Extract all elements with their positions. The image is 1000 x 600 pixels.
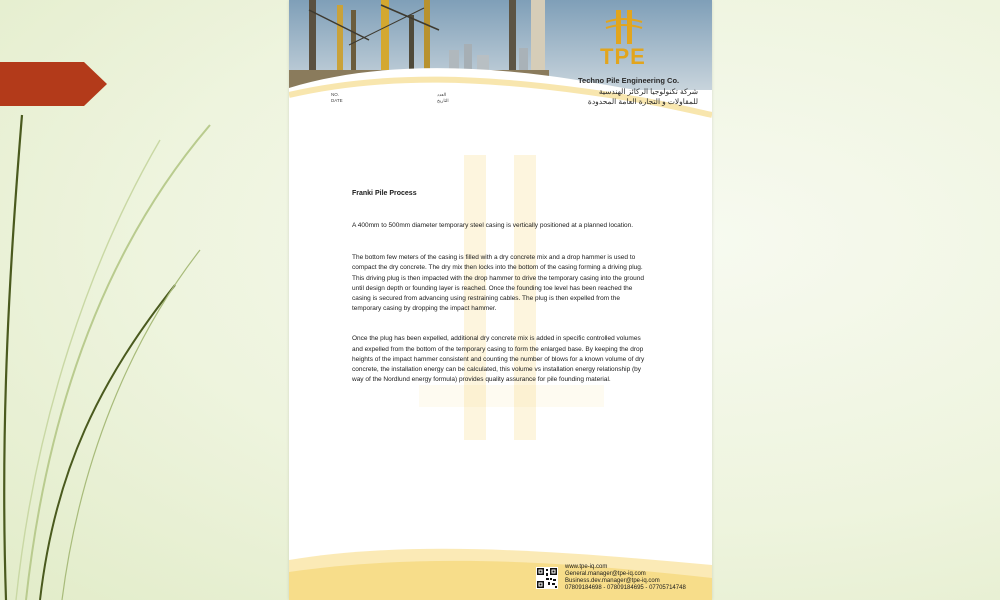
ref-date-label-arabic: التاريخ xyxy=(437,98,449,103)
footer-phones: 07809184698 - 07809184695 - 07705714748 xyxy=(565,585,686,591)
company-logo xyxy=(574,8,709,108)
letterhead-page xyxy=(289,0,712,600)
footer-website: www.tpe-iq.com xyxy=(565,564,608,570)
footer-email-general: General.manager@tpe-iq.com xyxy=(565,571,646,577)
footer-email-business: Business.dev.manager@tpe-iq.com xyxy=(565,578,660,584)
qr-code-icon xyxy=(536,567,558,589)
ref-date-label: DATE xyxy=(331,98,343,103)
company-name-english: Techno Pile Engineering Co. xyxy=(578,76,680,85)
company-name-arabic-line1: شركة تكنولوجيا الركائز الهندسية xyxy=(598,87,698,96)
decorative-curves xyxy=(0,0,260,600)
footer-contact-info xyxy=(565,564,686,592)
document-body xyxy=(352,190,648,385)
document-title: Franki Pile Process xyxy=(352,190,417,197)
reference-fields-english xyxy=(331,92,343,104)
ref-number-label-arabic: العدد xyxy=(437,92,447,97)
tpe-logo-icon xyxy=(602,10,646,44)
logo-wordmark: TPE xyxy=(600,44,646,69)
company-name-arabic-line2: للمقاولات و التجارة العامة المحدودة xyxy=(587,97,698,106)
paragraph-casing: A 400mm to 500mm diameter temporary steel casing is vertically positioned at a planned location. xyxy=(352,222,634,229)
paragraph-driving-plug: The bottom few meters of the casing is filled with a dry concrete mix and a drop hammer is used to compact the dry concrete. The dry mix then locks into the bottom of the casing forming a driving plug. This driving plug is then impacted with the drop hammer to drive the temporary casing into the ground until design depth or founding layer is reached. Once the founding toe level has been reached the casing is secured from advancing using restraining cables. The plug is then expelled from the temporary casing by dropping the impact hammer. xyxy=(352,254,644,313)
ref-number-label: NO. xyxy=(331,92,340,97)
reference-fields-arabic xyxy=(437,92,449,104)
paragraph-enlarged-base: Once the plug has been expelled, additional dry concrete mix is added in specific controlled volumes and expelled from the bottom of the temporary casing to form the enlarged base. By keeping the drop heights of the impact hammer consistent and counting the number of blows for a known volume of dry concrete, the installation energy can be calculated, this volume vs installation energy relationship (by way of the Nordlund energy formula) provides quality assurance for pile founding material. xyxy=(352,335,645,384)
